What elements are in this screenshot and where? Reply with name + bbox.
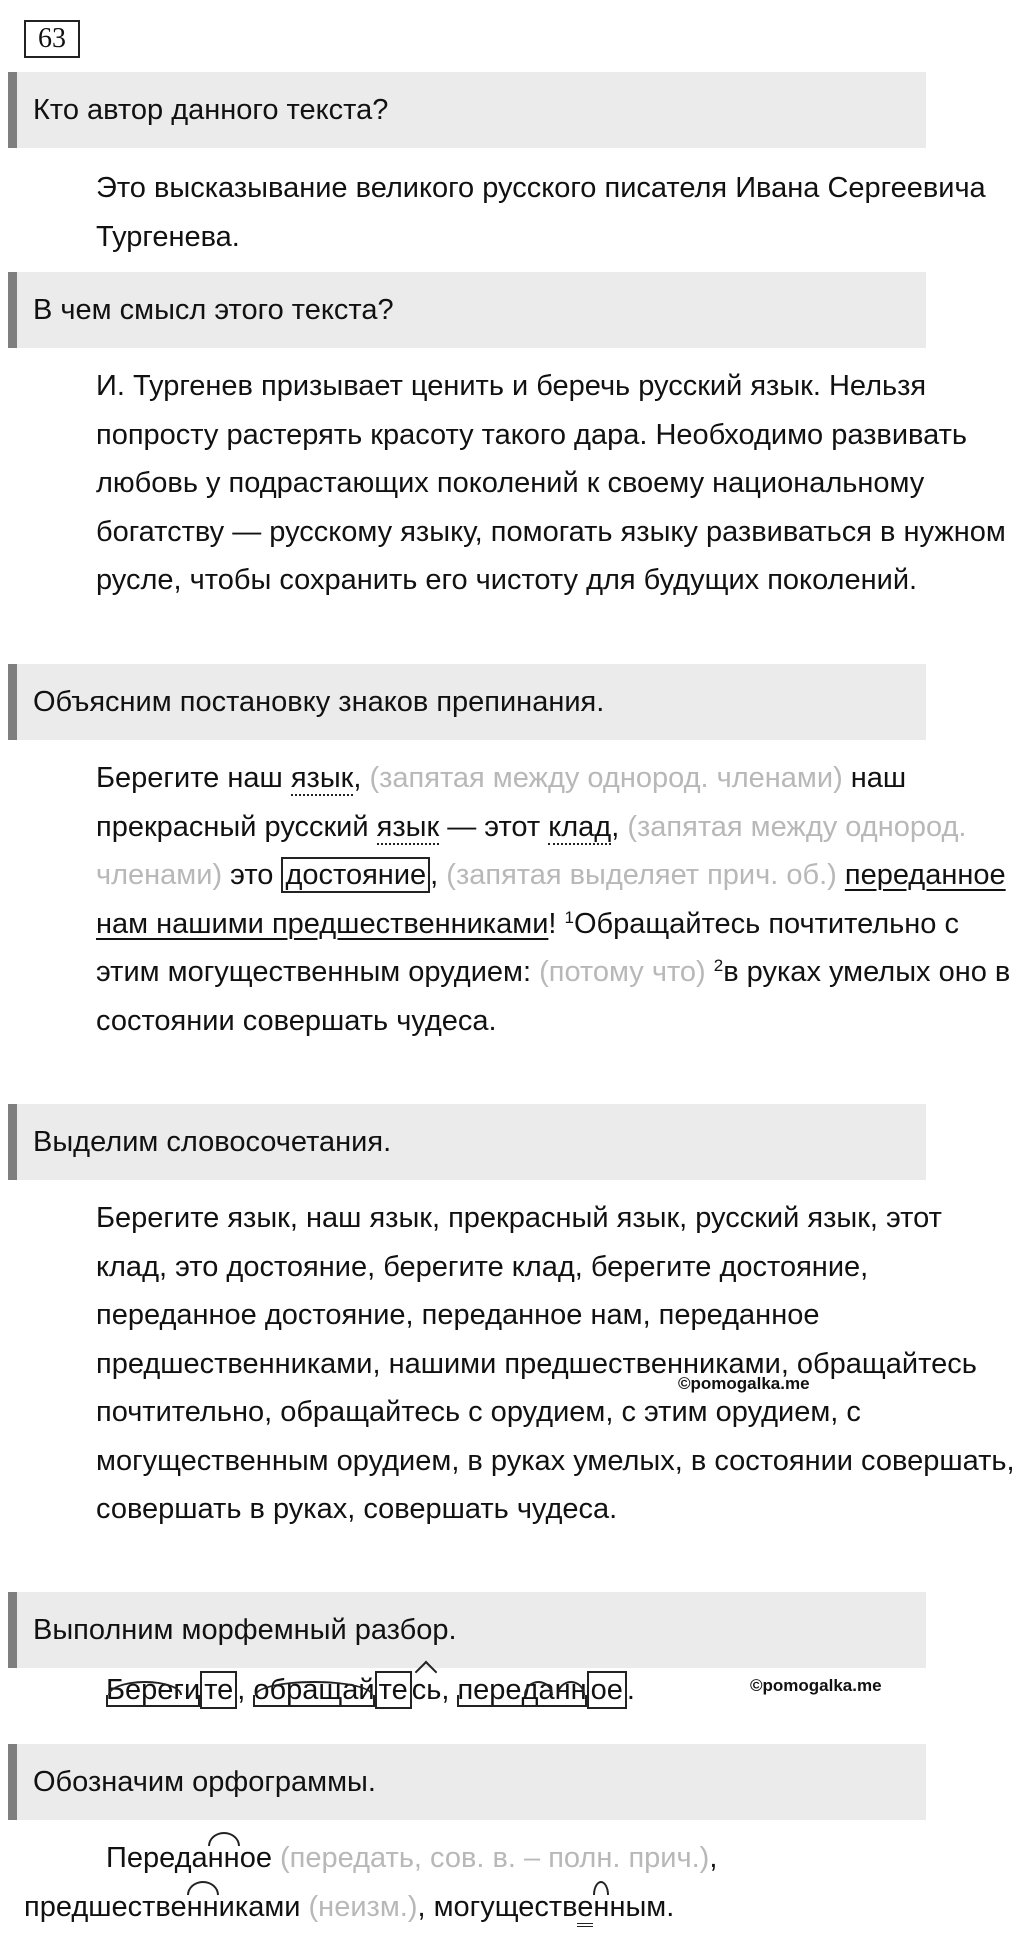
clause-number-1: 1 <box>564 907 574 927</box>
question-punctuation: Объясним постановку знаков препинания. <box>8 664 926 740</box>
clause-number-2: 2 <box>713 956 724 975</box>
answer-meaning: И. Тургенев призывает ценить и беречь русский язык. Нельзя попросту растерять красоту такого дара. Необходимо развивать любовь у подрастающих поколений к своему национальному богатству — русскому языку, помогать языку развиваться в нужном русле, чтобы сохранить его чистоту для будущих поколений. <box>96 370 1006 596</box>
watermark-2: ©pomogalka.me <box>750 1676 882 1695</box>
period: . <box>626 1674 635 1706</box>
text: наш прекрасный русский <box>96 762 907 843</box>
text: в руках умелых оно в состоянии совершать чудеса. <box>96 956 1011 1037</box>
comma: , <box>353 762 370 794</box>
text: это <box>222 859 282 891</box>
question-morphemes: Выполним морфемный разбор. <box>8 1592 926 1668</box>
answer-author: Это высказывание великого русского писателя Ивана Сергеевича Тургенева. <box>96 172 986 253</box>
answer-collocations: Берегите язык, наш язык, прекрасный язык, русский язык, этот клад, это достояние, берегите клад, берегите достояние, переданное достояние, переданное нам, переданное предшественниками, нашими предшественниками, обращайтесь почтительно, обращайтесь с орудием, с этим орудием, с могущественным орудием, в руках умелых, в состоянии совершать, совершать в руках, совершать чудеса. <box>96 1202 1015 1525</box>
text: иками <box>218 1891 301 1923</box>
orthogram-nn-2: нн <box>187 1883 219 1932</box>
comma: , <box>709 1842 718 1874</box>
note-because: (потому что) <box>539 956 706 988</box>
answer-punctuation <box>24 754 1016 1045</box>
comma: , <box>430 859 447 891</box>
answer-spelling-line-1 <box>24 1834 1026 1883</box>
suffix: нн <box>554 1674 587 1706</box>
separator: , <box>441 1674 458 1706</box>
morpheme-analysis <box>24 1660 635 1720</box>
word-obrashchaytes <box>253 1675 374 1707</box>
text: , могуществ <box>417 1891 578 1923</box>
text: Берегите наш <box>96 762 291 794</box>
text: ! <box>548 907 565 940</box>
root: да <box>521 1674 555 1706</box>
answer-spelling-line-2 <box>24 1883 944 1932</box>
orthogram-e: е <box>577 1891 593 1927</box>
word-yazyk-2: язык <box>376 810 440 843</box>
ending: ое <box>587 1671 627 1709</box>
separator: , <box>237 1674 254 1706</box>
text: — этот <box>439 810 549 843</box>
postfix: сь <box>412 1660 442 1720</box>
question-spelling: Обозначим орфограммы. <box>8 1744 926 1820</box>
question-author: Кто автор данного текста? <box>8 72 926 148</box>
text: Переда <box>106 1842 208 1874</box>
root: обращай <box>253 1674 375 1706</box>
question-meaning: В чем смысл этого текста? <box>8 272 926 348</box>
orthogram-nn: нн <box>208 1834 240 1883</box>
orthogram-n: н <box>593 1883 609 1932</box>
note-participle: (запятая выделяет прич. об.) <box>446 859 837 891</box>
root: Берег <box>106 1674 184 1706</box>
text: ным. <box>609 1891 675 1923</box>
note-spelling-1: (передать, сов. в. – полн. прич.) <box>271 1842 710 1874</box>
text: ое <box>239 1842 272 1874</box>
note-spelling-2: (неизм.) <box>300 1891 418 1923</box>
text: предшестве <box>24 1891 187 1923</box>
text: Обращайтесь почтительно с этим могущественным орудием: <box>96 907 959 988</box>
exercise-number: 63 <box>24 20 80 58</box>
participle-phrase: переданное нам нашими предшественниками <box>96 859 1006 940</box>
word-peredannoe <box>457 1675 586 1707</box>
prefix: пере <box>457 1674 522 1706</box>
ending: те <box>375 1671 412 1709</box>
text <box>706 956 714 988</box>
word-beregite <box>106 1675 200 1707</box>
watermark: ©pomogalka.me <box>678 1374 810 1393</box>
word-klad: клад <box>548 810 612 843</box>
word-dostoyanie: достояние <box>281 857 430 893</box>
ending: те <box>200 1671 237 1709</box>
comma: , <box>611 810 628 843</box>
word-yazyk: язык <box>290 762 354 794</box>
question-collocations: Выделим словосочетания. <box>8 1104 926 1180</box>
note-homogeneous-2: (запятая между однород. членами) <box>96 810 967 891</box>
suffix: и <box>184 1674 201 1706</box>
text <box>837 859 845 891</box>
note-homogeneous: (запятая между однород. членами) <box>369 762 843 794</box>
